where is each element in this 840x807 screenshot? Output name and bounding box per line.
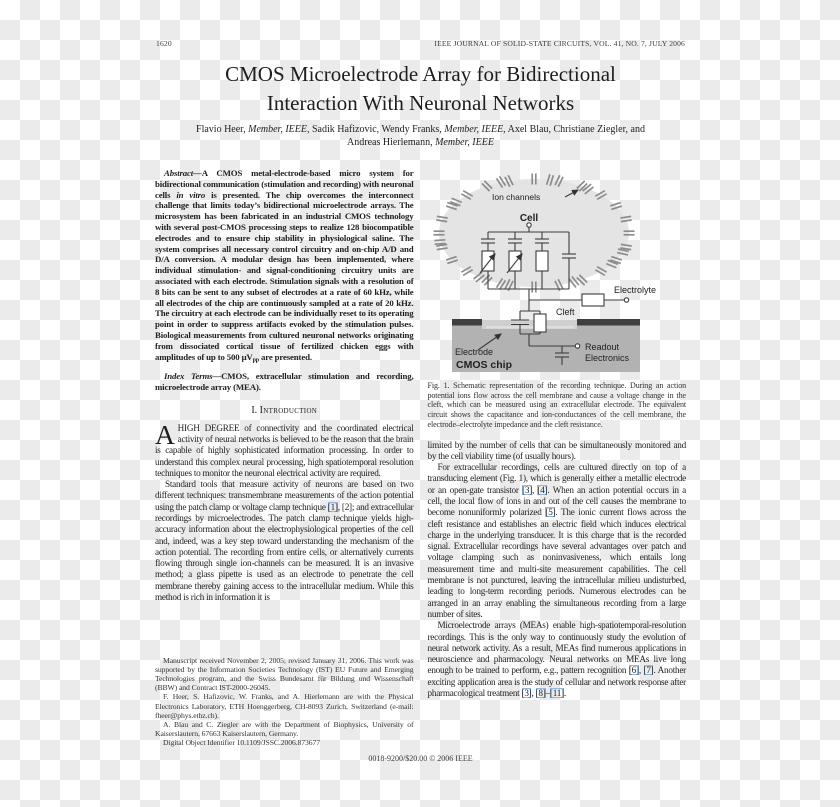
text-segment: CMOS, extracellular stimulation and recording, microelectrode array (MEA).: [155, 371, 414, 392]
recording-technique-schematic: [428, 168, 686, 373]
title-line-1: CMOS Microelectrode Array for Bidirectional: [225, 62, 616, 86]
author-list: [155, 124, 686, 149]
two-column-body: [155, 168, 686, 747]
text-segment: –: [545, 688, 550, 699]
readout-label-line1: Readout: [584, 342, 619, 352]
cleft-label: Cleft: [555, 307, 575, 317]
text-segment: Sadik Hafizovic, Wendy Franks,: [309, 124, 445, 135]
author-line-1: [155, 124, 686, 137]
text-segment: in vitro: [176, 189, 206, 200]
citation-link[interactable]: [11]: [549, 688, 564, 699]
text-segment: ,: [531, 688, 536, 699]
citation-link[interactable]: [8]: [535, 688, 546, 699]
text-segment: Member, IEEE: [435, 136, 494, 148]
body-paragraph-continuation: [428, 440, 687, 463]
text-segment: . The ionic current flows across the cleft resistance and establishes an electric field which induces electrical charge in the underlying transducer. It is this charge that is the recorded signal. Extracellular recordings have several advantages over patch and voltage clamping such as noninvasiveness, which entails long measurement time and multi-site measurement capabilities. The cell membrane is not punctured, leaving the intracellular milieu undisturbed, leading to long-term recording periods. Numerous electrodes can be arranged in an array enabling the simultaneous recording from a large number of sites.: [427, 507, 686, 619]
text-segment: Axel Blau, Christiane Ziegler, and: [505, 124, 645, 135]
running-header: [156, 39, 685, 48]
text-segment: HIGH DEGREE of connectivity and the coordinated electrical activity of neural networks is believed to be the reason that the brain is capable of highly sophisticated information processing. In order to understand this complex neural processing, high spatiotemporal resolution techniques to monitor the neuronal electrical activity are required.: [155, 422, 414, 478]
citation-link[interactable]: [3]: [521, 688, 532, 699]
cell-label: Cell: [519, 213, 538, 224]
figure-1: [428, 168, 687, 373]
text-segment: . Another exciting application area is the study of cellular and network response after pharmacological treatment: [427, 665, 686, 699]
text-segment: Index Terms—: [164, 371, 222, 382]
text-segment: ,: [532, 484, 538, 495]
text-segment: , [2]; and extracellular recordings by microelectrodes. The patch clamp technique yields high-accuracy information about the electrophysiological properties of the cell and, indeed, was a key step toward understanding the mechanism of the action potential. The recording from entire cells, or alternatively currents flowing through single ion-channels can be measured. It is an invasive method; a glass pipette is used as an electrode to penetrate the cell membrane thereby gaining access to the intracellular medium. While this method is rich in information it is: [155, 501, 414, 603]
text-segment: Abstract—: [164, 168, 202, 178]
text-segment: ,: [638, 665, 644, 676]
footnote-block: [155, 656, 414, 747]
journal-header: IEEE JOURNAL OF SOLID-STATE CIRCUITS, VOL. 41, NO. 7, JULY 2006: [434, 39, 685, 48]
electrode-label: Electrode: [454, 347, 493, 357]
section-number: I.: [251, 404, 258, 416]
section-heading-introduction: [155, 405, 414, 416]
body-paragraph-mea: [428, 620, 687, 699]
title-line-2: Interaction With Neuronal Networks: [266, 91, 575, 115]
doi-line: Digital Object Identifier 10.1109/JSSC.2006.873677: [163, 737, 320, 747]
text-segment: Standard tools that measure activity of neurons are based on two different techniques: transmembrane measurements of the action potential using the patch clamp or voltage clamp technique: [155, 479, 414, 512]
text-segment: .: [563, 688, 566, 699]
text-segment: Member, IEEE,: [248, 124, 310, 135]
text-segment: A CMOS metal-electrode-based micro system for bidirectional communication (stimulation and recording) with neuronal cells: [155, 168, 414, 200]
text-segment: For extracellular recordings, cells are cultured directly on top of a transducing element (Fig. 1), which is generally either a metallic electrode or an open-gate transistor: [427, 462, 686, 495]
text-segment: Member, IEEE,: [444, 124, 506, 135]
citation-link[interactable]: [4]: [537, 484, 548, 495]
electrolyte-label: Electrolyte: [613, 285, 656, 295]
footnote-affiliation-1: F. Heer, S. Hafizovic, W. Franks, and A. Hierlemann are with the Physical Electronics Laboratory, ETH Hoenggerberg, CH-8093 Zurich, Switzerland (e-mail: fheer@phys.ethz.ch).: [155, 692, 414, 720]
passivation-bar-left: [452, 319, 482, 326]
text-segment: Andreas Hierlemann,: [347, 136, 436, 148]
citation-link[interactable]: [3]: [522, 484, 533, 495]
paper-page: [155, 35, 686, 777]
passivation-bar-right: [577, 319, 640, 326]
electrode-surface: [486, 326, 574, 329]
text-segment: limited by the number of cells that can be simultaneously monitored and by the cell viability time (of usually hours).: [427, 439, 686, 461]
page-number: 1620: [156, 39, 172, 48]
right-column: [428, 168, 687, 747]
ion-channels-label: Ion channels: [491, 192, 540, 202]
intro-paragraph-1-text: [155, 418, 414, 478]
section-title: Introduction: [259, 404, 318, 416]
copyright-footer: 0018-9200/$20.00 © 2006 IEEE: [368, 754, 473, 763]
intro-paragraph-1: [155, 418, 414, 479]
text-segment: are presented.: [258, 351, 312, 362]
body-paragraph-extracellular: [428, 462, 687, 620]
text-segment: μV: [241, 351, 253, 362]
text-segment: is presented. The chip overcomes the interconnect challenge that limits today’s bidirectional microelectrode arrays. The microsystem has been fabricated in an industrial CMOS technology with several post-CMOS processing steps to realize 128 biocompatible electrodes and to ensure chip stability in physiological saline. The system comprises all necessary control circuitry and on-chip A/D and D/A conversion. A modular design has been implemented, where individual stimulation- and signal-conditioning circuitry units are associated with each electrode. Stimulation signals with a resolution of 8 bits can be sent to any subset of electrodes at a rate of 60 kHz, while all electrodes of the chip are continuously sampled at a rate of 20 kHz. The circuitry at each electrode can be individually reset to its operating point in order to suppress artifacts evoked by the stimulation pulses. Biological measurements from cultured neuronal networks originating from dissociated cortical tissue of fertilized chicken eggs with amplitudes of up to 500: [155, 189, 414, 362]
paper-title: [155, 60, 686, 118]
cmos-chip-label: CMOS chip: [455, 359, 512, 371]
readout-label-line2: Electronics: [584, 353, 629, 363]
index-terms: [155, 371, 414, 393]
text-segment: Microelectrode arrays (MEAs) enable high-spatiotemporal-resolution recordings. This is the only way to continuously study the evolution of neural network activity. As a result, MEAs find numerous applications in neuroscience and pharmacology. Neural networks on MEAs live long enough to be trained to perform, e.g., pattern recognition: [427, 620, 686, 676]
figure-caption: Fig. 1. Schematic representation of the recording technique. During an action potential ions flow across the cell membrane and cause a voltage change in the cleft, which can be measured using an extracellular electrode. The equivalent circuit shows the capacitance and ion-conductances of the cell membrane, the electrode–electrolyte impedance and the cleft resistance.: [427, 381, 686, 429]
citation-link[interactable]: [6]: [628, 665, 639, 676]
citation-link[interactable]: [7]: [643, 665, 654, 676]
text-segment: . When an action potential occurs in a cell, the local flow of ions in and out of the cell causes the membrane to become nonuniformly polarized: [427, 484, 686, 518]
citation-link[interactable]: [5]: [545, 507, 556, 518]
text-segment: pp: [252, 357, 259, 364]
author-line-2: [155, 137, 686, 150]
citation-link[interactable]: [1]: [327, 501, 338, 512]
drop-cap: A: [155, 418, 175, 450]
left-column: [155, 168, 414, 747]
text-segment: Flavio Heer,: [196, 124, 249, 135]
abstract: [155, 168, 414, 366]
intro-paragraph-2: [155, 479, 414, 603]
footnote-affiliation-2: A. Blau and C. Ziegler are with the Department of Biophysics, University of Kaiserslautern, 67663 Kaiserslautern, Germany.: [155, 719, 414, 738]
footnote-funding: Manuscript received November 2, 2005; revised January 31, 2006. This work was supported by the Information Societies Technology (IST) EU Future and Emerging Technologies program, and the Swiss Bundesamt für Bildung und Wissenschaft (BBW) and Contract IST-2000-26045.: [155, 656, 414, 693]
